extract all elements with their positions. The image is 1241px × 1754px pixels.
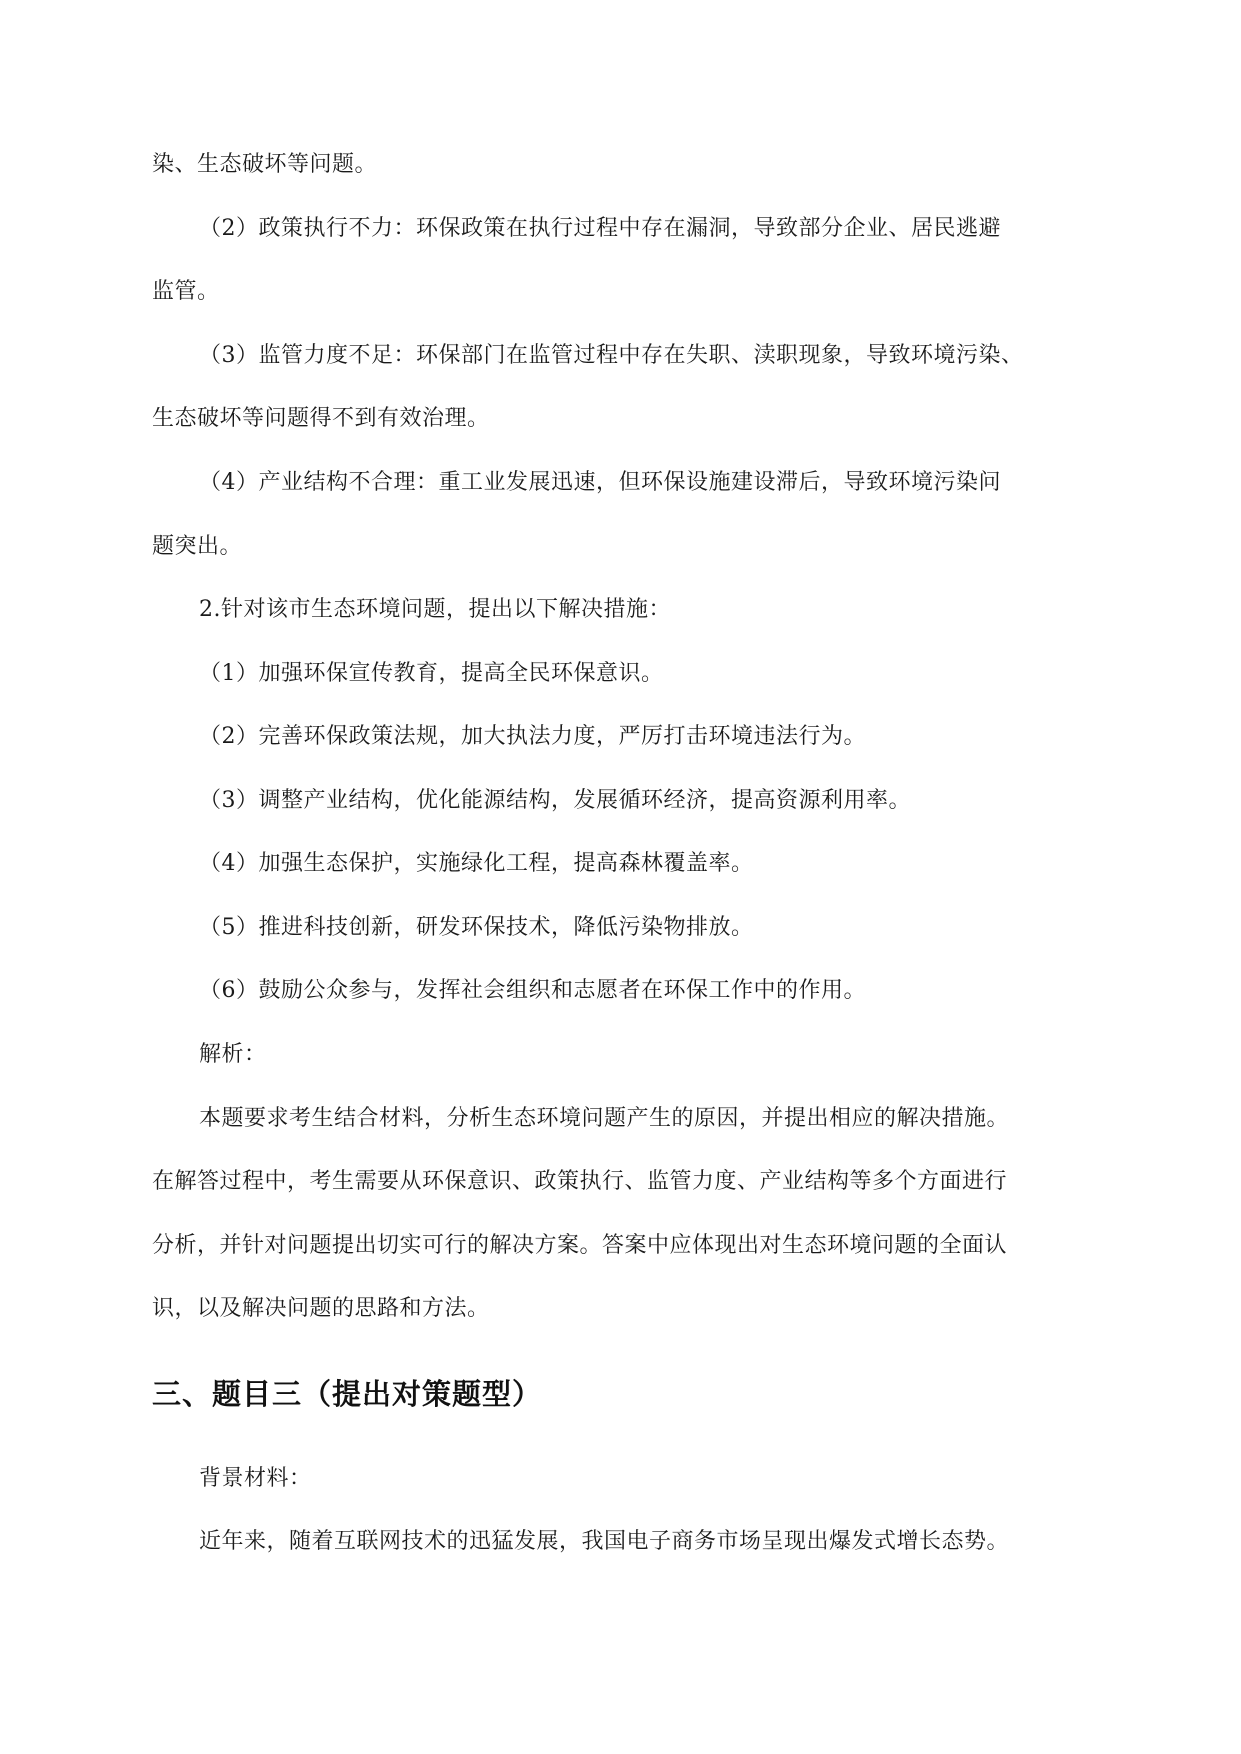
- paragraph-line: 在解答过程中，考生需要从环保意识、政策执行、监管力度、产业结构等多个方面进行: [152, 1169, 1008, 1194]
- paragraph-line: 生态破坏等问题得不到有效治理。: [152, 406, 490, 431]
- analysis-label: 解析：: [199, 1042, 267, 1067]
- section-heading: 三、题目三（提出对策题型）: [152, 1377, 543, 1411]
- paragraph-line: （4）产业结构不合理：重工业发展迅速，但环保设施建设滞后，导致环境污染问: [199, 470, 1001, 495]
- paragraph-line: 识，以及解决问题的思路和方法。: [152, 1296, 490, 1321]
- paragraph-line: 题突出。: [152, 534, 243, 559]
- paragraph-line: 监管。: [152, 279, 220, 304]
- paragraph-line: （2）政策执行不力：环保政策在执行过程中存在漏洞，导致部分企业、居民逃避: [199, 216, 1001, 241]
- list-item: （1）加强环保宣传教育，提高全民环保意识。: [199, 661, 664, 686]
- list-item: （3）调整产业结构，优化能源结构，发展循环经济，提高资源利用率。: [199, 788, 911, 813]
- list-item: （5）推进科技创新，研发环保技术，降低污染物排放。: [199, 915, 754, 940]
- paragraph-line: （3）监管力度不足：环保部门在监管过程中存在失职、渎职现象，导致环境污染、: [199, 343, 1024, 368]
- list-item: （4）加强生态保护，实施绿化工程，提高森林覆盖率。: [199, 851, 754, 876]
- background-label: 背景材料：: [199, 1466, 312, 1491]
- paragraph-line: 本题要求考生结合材料，分析生态环境问题产生的原因，并提出相应的解决措施。: [199, 1106, 1010, 1131]
- list-item: （2）完善环保政策法规，加大执法力度，严厉打击环境违法行为。: [199, 724, 866, 749]
- paragraph-line: 2.针对该市生态环境问题，提出以下解决措施：: [199, 597, 671, 622]
- paragraph-line: 分析，并针对问题提出切实可行的解决方案。答案中应体现出对生态环境问题的全面认: [152, 1233, 1008, 1258]
- paragraph-line: 染、生态破坏等问题。: [152, 152, 378, 177]
- paragraph-line: 近年来，随着互联网技术的迅猛发展，我国电子商务市场呈现出爆发式增长态势。: [199, 1529, 1010, 1554]
- list-item: （6）鼓励公众参与，发挥社会组织和志愿者在环保工作中的作用。: [199, 978, 866, 1003]
